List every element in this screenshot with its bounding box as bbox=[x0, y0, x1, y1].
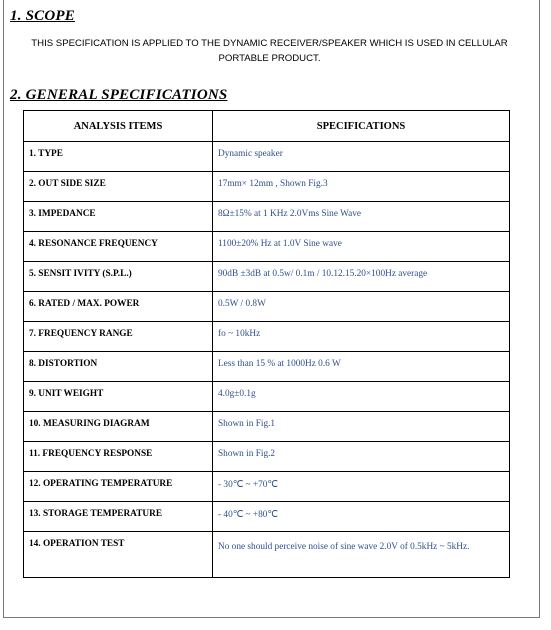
table-row bbox=[24, 202, 510, 232]
table-row bbox=[24, 532, 510, 578]
table-row bbox=[24, 142, 510, 172]
table-row bbox=[24, 172, 510, 202]
table-header-row bbox=[24, 111, 510, 142]
row-spec: - 40℃ ~ +80℃ bbox=[213, 502, 510, 532]
row-item: 12. OPERATING TEMPERATURE bbox=[24, 472, 213, 502]
general-specifications-heading: 2. GENERAL SPECIFICATIONS bbox=[10, 87, 228, 103]
table-row bbox=[24, 442, 510, 472]
table-row bbox=[24, 262, 510, 292]
row-spec: 8Ω±15% at 1 KHz 2.0Vms Sine Wave bbox=[213, 202, 510, 232]
row-item: 4. RESONANCE FREQUENCY bbox=[24, 232, 213, 262]
header-specifications: SPECIFICATIONS bbox=[213, 111, 510, 142]
row-spec: 90dB ±3dB at 0.5w/ 0.1m / 10.12.15.20×100Hz average bbox=[213, 262, 510, 292]
scope-paragraph: THIS SPECIFICATION IS APPLIED TO THE DYNAMIC RECEIVER/SPEAKER WHICH IS USED IN CELLULAR PORTABLE PRODUCT. bbox=[31, 38, 508, 64]
row-item: 7. FREQUENCY RANGE bbox=[24, 322, 213, 352]
row-spec: 4.0g±0.1g bbox=[213, 382, 510, 412]
specifications-table bbox=[23, 110, 510, 578]
table-row bbox=[24, 502, 510, 532]
table-row bbox=[24, 412, 510, 442]
row-spec: No one should perceive noise of sine wave 2.0V of 0.5kHz ~ 5kHz. bbox=[213, 532, 510, 578]
row-spec: 1100±20% Hz at 1.0V Sine wave bbox=[213, 232, 510, 262]
table-row bbox=[24, 322, 510, 352]
row-spec: Shown in Fig.1 bbox=[213, 412, 510, 442]
row-item: 8. DISTORTION bbox=[24, 352, 213, 382]
row-spec: 17mm× 12mm , Shown Fig.3 bbox=[213, 172, 510, 202]
row-item: 10. MEASURING DIAGRAM bbox=[24, 412, 213, 442]
row-spec: Dynamic speaker bbox=[213, 142, 510, 172]
row-item: 3. IMPEDANCE bbox=[24, 202, 213, 232]
header-analysis-items: ANALYSIS ITEMS bbox=[24, 111, 213, 142]
row-spec: Shown in Fig.2 bbox=[213, 442, 510, 472]
row-spec: - 30℃ ~ +70℃ bbox=[213, 472, 510, 502]
row-spec: fo ~ 10kHz bbox=[213, 322, 510, 352]
row-spec: 0.5W / 0.8W bbox=[213, 292, 510, 322]
table-row bbox=[24, 472, 510, 502]
row-item: 13. STORAGE TEMPERATURE bbox=[24, 502, 213, 532]
row-item: 5. SENSIT IVITY (S.P.L.) bbox=[24, 262, 213, 292]
row-item: 2. OUT SIDE SIZE bbox=[24, 172, 213, 202]
row-item: 14. OPERATION TEST bbox=[24, 532, 213, 578]
table-row bbox=[24, 232, 510, 262]
table-row bbox=[24, 352, 510, 382]
table-row bbox=[24, 292, 510, 322]
table-row bbox=[24, 382, 510, 412]
scope-heading: 1. SCOPE bbox=[10, 8, 75, 24]
row-spec: Less than 15 % at 1000Hz 0.6 W bbox=[213, 352, 510, 382]
row-item: 6. RATED / MAX. POWER bbox=[24, 292, 213, 322]
row-item: 11. FREQUENCY RESPONSE bbox=[24, 442, 213, 472]
row-item: 9. UNIT WEIGHT bbox=[24, 382, 213, 412]
row-item: 1. TYPE bbox=[24, 142, 213, 172]
